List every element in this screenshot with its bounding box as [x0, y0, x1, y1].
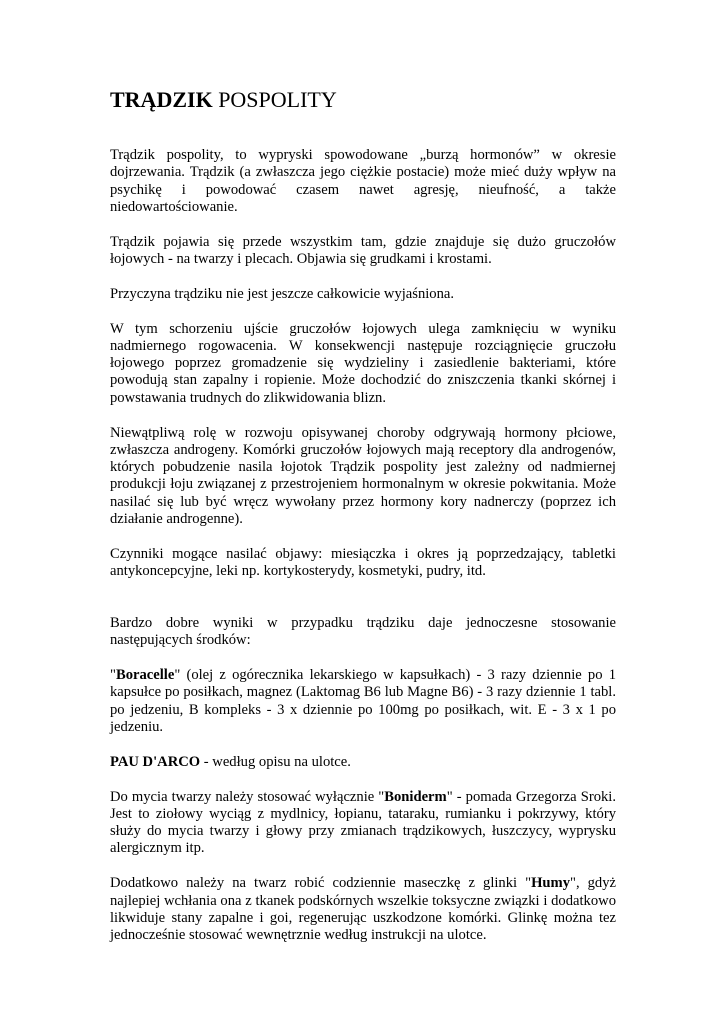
paragraph-intro: Trądzik pospolity, to wypryski spowodowane „burzą hormonów” w okresie dojrzewania. Trądzik (a zwłaszcza jego ciężkie postacie) może mieć duży wpływ na psychikę i powodować czasem nawet agresję, nieufność, a także niedowartościowanie. [110, 147, 616, 215]
humy-text: ", gdyż najlepiej wchłania ona z tkanek podskórnych wszelkie toksyczne związki i dodatkowo likwiduje stany zapalne i goi, regenerując uszkodzone komórki. Glinkę można tez jednocześnie stosować wewnętrznie według instrukcji na ulotce. [110, 875, 617, 944]
paragraph-factors: Czynniki mogące nasilać objawy: miesiączka i okres ją poprzedzający, tabletki antykoncepcyjne, leki np. kortykosterydy, kosmetyki, pudry, itd. [110, 545, 616, 580]
boniderm-name: Boniderm [384, 788, 447, 805]
pau-darco-text: - według opisu na ulotce. [200, 753, 351, 770]
boracelle-quote: " [110, 667, 116, 684]
document-title [110, 86, 616, 114]
blank-line [110, 598, 616, 615]
paragraph-pau-darco [110, 754, 616, 771]
paragraph-boniderm [110, 789, 616, 858]
paragraph-hormones: Niewątpliwą rolę w rozwoju opisywanej choroby odgrywają hormony płciowe, zwłaszcza androgeny. Komórki gruczołów łojowych mają receptory dla androgenów, których pobudzenie nasila łojotok Trądzik pospolity jest zależny od nadmiernej produkcji łoju związanej z przestrojeniem hormonalnym w okresie pokwitania. Może nasilać się lub być wręcz wywołany przez hormony kory nadnerczy (poprzez ich działanie androgenne). [110, 424, 616, 528]
boniderm-text: " - pomada Grzegorza Sroki. Jest to ziołowy wyciąg z mydlnicy, łopianu, tataraku, rumianku i pokrzywy, który służy do mycia twarzy i głowy przy zmianach trądzikowych, łuszczycy, wyprysku alergicznym itp. [110, 788, 616, 857]
boniderm-before: Do mycia twarzy należy stosować wyłącznie " [110, 788, 385, 805]
humy-before: Dodatkowo należy na twarz robić codziennie maseczkę z glinki " [110, 875, 532, 892]
title-bold: TRĄDZIK [110, 87, 213, 112]
paragraph-humy [110, 875, 616, 944]
humy-name: Humy [531, 875, 570, 892]
paragraph-cause: Przyczyna trądziku nie jest jeszcze całkowicie wyjaśniona. [110, 285, 455, 302]
boracelle-name: Boracelle [115, 667, 175, 684]
paragraph-boracelle [110, 667, 616, 736]
boracelle-text: " (olej z ogórecznika lekarskiego w kapsułkach) - 3 razy dziennie po 1 kapsułce po posiłkach, magnez (Laktomag B6 lub Magne B6) - 3 razy dziennie 1 tabl. po jedzeniu, B kompleks - 3 x dziennie po 100mg po posiłkach, wit. E - 3 x 1 po jedzeniu. [110, 667, 616, 735]
paragraph-treatment-intro: Bardzo dobre wyniki w przypadku trądziku daje jednoczesne stosowanie następujących środków: [110, 614, 616, 649]
pau-darco-name: PAU D'ARCO [110, 753, 201, 770]
paragraph-mechanism: W tym schorzeniu ujście gruczołów łojowych ulega zamknięciu w wyniku nadmiernego rogowacenia. W konsekwencji następuje rozciągnięcie gruczołu łojowego poprzez gromadzenie się wydzieliny i zasiedlenie bakteriami, które powodują stan zapalny i ropienie. Może dochodzić do zniszczenia tkanki skórnej i powstawania trudnych do zlikwidowania blizn. [110, 320, 616, 406]
title-rest: POSPOLITY [212, 87, 337, 112]
paragraph-location: Trądzik pojawia się przede wszystkim tam, gdzie znajduje się dużo gruczołów łojowych - na twarzy i plecach. Objawia się grudkami i krostami. [110, 233, 616, 267]
document-page [110, 86, 616, 962]
